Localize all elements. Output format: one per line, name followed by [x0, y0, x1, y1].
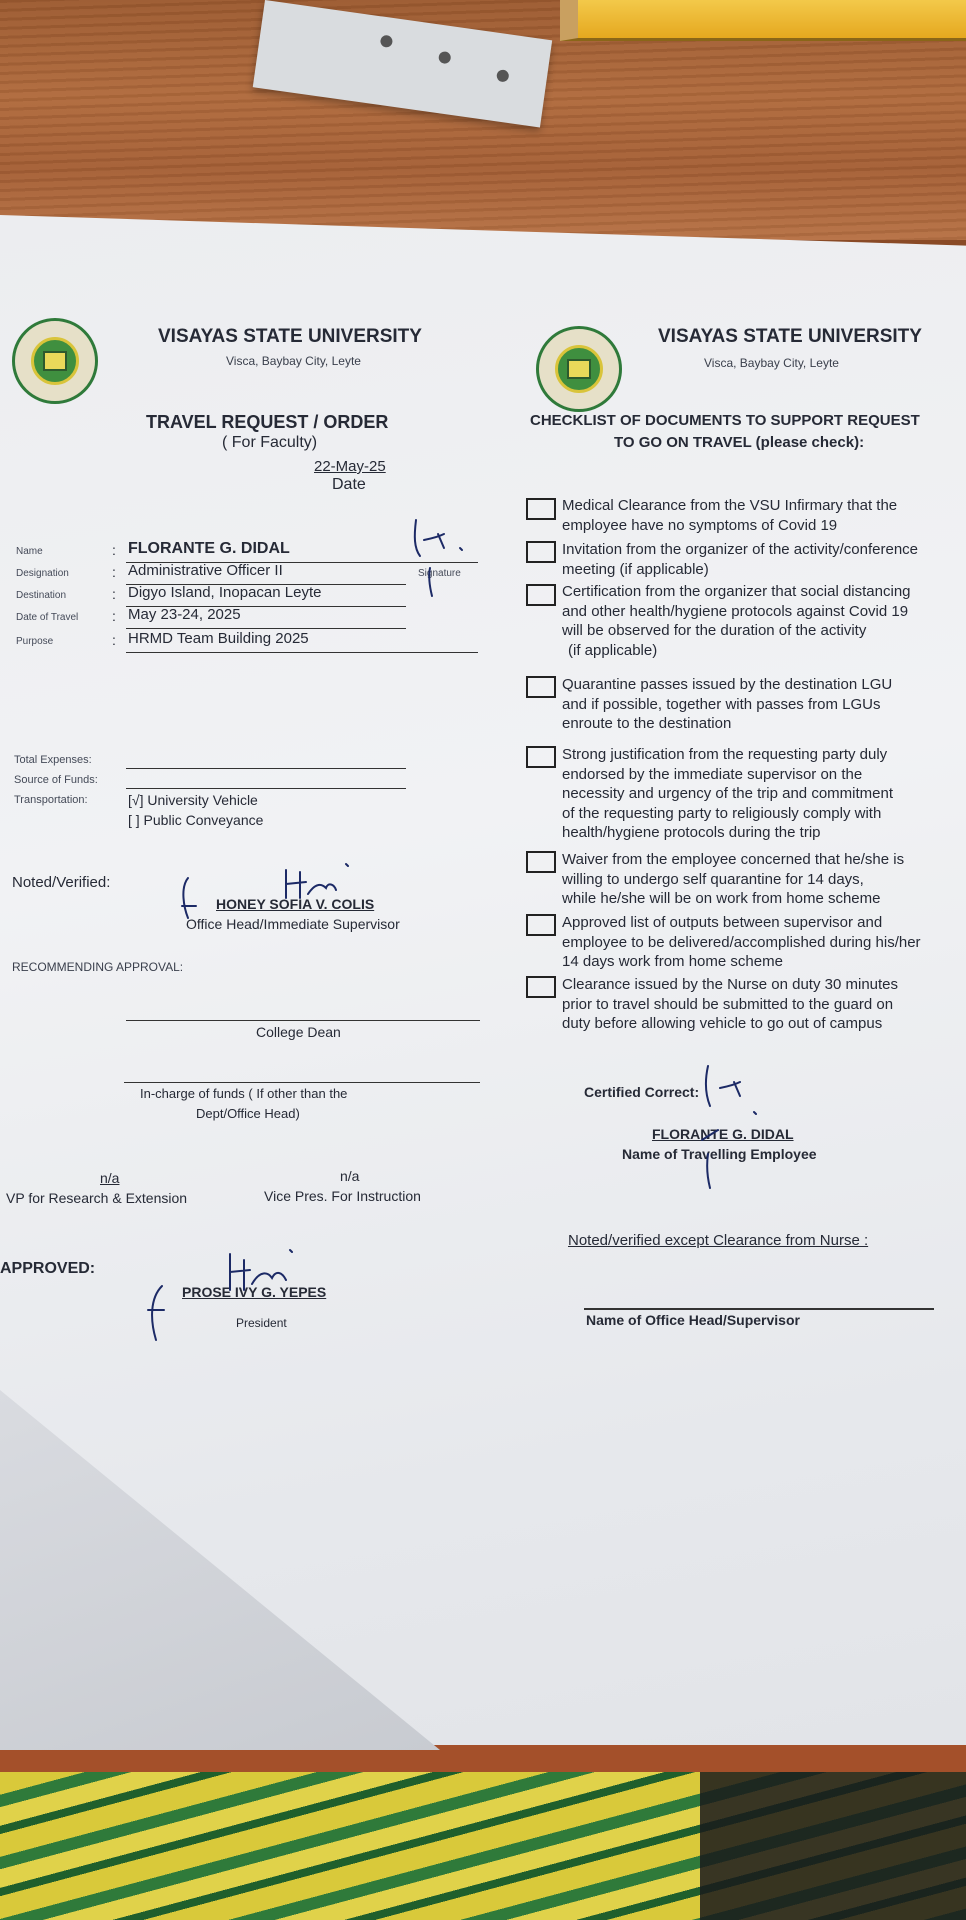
checklist-item-certification: Certification from the organizer that social distancing and other health/hygiene protocols against Covid 19 will be observed for the duration of the activity (if applicable) — [562, 583, 911, 659]
checklist-item-quarantine: Quarantine passes issued by the destination LGU and if possible, together with passes from LGUs enroute to the destination — [562, 676, 893, 733]
noted-verified-label: Noted/Verified: — [12, 874, 111, 891]
transportation-label: Transportation: — [14, 794, 88, 806]
name-label: Name — [16, 546, 43, 557]
request-date: 22-May-25 — [314, 458, 386, 475]
dark-cloth — [700, 1772, 966, 1920]
college-dean-line — [126, 1020, 480, 1021]
supervisor-signature — [176, 858, 356, 938]
employee-name: FLORANTE G. DIDAL — [652, 1126, 794, 1142]
date-of-travel-line — [126, 628, 406, 629]
checklist-item-outputs: Approved list of outputs between supervisor and employee to be delivered/accomplished during his/her 14 days work from home scheme — [562, 914, 921, 971]
checkbox-nurse-clearance[interactable] — [526, 976, 556, 998]
university-seal-left — [12, 318, 98, 404]
university-address-left: Visca, Baybay City, Leyte — [226, 354, 361, 368]
total-expenses-line — [126, 768, 406, 769]
purpose-label: Purpose — [16, 636, 54, 647]
supervisor-name: HONEY SOFIA V. COLIS — [216, 896, 375, 912]
university-name-left: VISAYAS STATE UNIVERSITY — [158, 326, 422, 347]
checklist-item-waiver: Waiver from the employee concerned that he/she is willing to undergo self quarantine for 14 days, while he/she will be on work from home scheme — [562, 851, 905, 908]
purpose-line — [126, 652, 478, 653]
college-dean-label: College Dean — [256, 1024, 341, 1040]
signature-label: Signature — [418, 568, 461, 579]
president-name: PROSE IVY G. YEPES — [182, 1284, 327, 1300]
vp-research-value: n/a — [100, 1170, 120, 1186]
checklist-item-invitation: Invitation from the organizer of the activity/conference meeting (if applicable) — [562, 541, 919, 578]
transport-university-vehicle: [√] University Vehicle — [128, 792, 258, 808]
checkbox-medical-clearance[interactable] — [526, 498, 556, 520]
vp-instruction-value: n/a — [340, 1168, 360, 1184]
designation-label: Designation — [16, 568, 69, 579]
checklist-title-2: TO GO ON TRAVEL (please check): — [614, 434, 865, 451]
checkbox-quarantine-passes[interactable] — [526, 676, 556, 698]
university-address-right: Visca, Baybay City, Leyte — [704, 356, 839, 370]
designation-value: Administrative Officer II — [128, 562, 283, 579]
source-of-funds-line — [126, 788, 406, 789]
president-signature — [140, 1240, 310, 1350]
checklist-item-justification: Strong justification from the requesting party duly endorsed by the immediate supervisor on the necessity and urgency of the trip and commitment of the requesting party to religiously comply with health/hygiene protocols during the trip — [562, 746, 893, 842]
employee-title: Name of Travelling Employee — [622, 1146, 817, 1162]
office-head-line — [584, 1308, 934, 1310]
checklist-title-1: CHECKLIST OF DOCUMENTS TO SUPPORT REQUEST — [530, 412, 920, 429]
date-label: Date — [332, 476, 366, 493]
destination-label: Destination — [16, 590, 67, 601]
transport-public-conveyance: [ ] Public Conveyance — [128, 812, 264, 828]
university-name-right: VISAYAS STATE UNIVERSITY — [658, 326, 922, 347]
destination-value: Digyo Island, Inopacan Leyte — [128, 584, 322, 601]
name-value: FLORANTE G. DIDAL — [128, 540, 290, 557]
total-expenses-label: Total Expenses: — [14, 754, 92, 766]
vp-research-label: VP for Research & Extension — [6, 1190, 188, 1206]
approved-label: APPROVED: — [0, 1260, 96, 1277]
incharge-label-1: In-charge of funds ( If other than the — [140, 1086, 348, 1101]
checklist-item-nurse: Clearance issued by the Nurse on duty 30 minutes prior to travel should be submitted to the guard on duty before allowing vehicle to go out of campus — [562, 976, 899, 1033]
university-seal-right — [536, 326, 622, 412]
source-of-funds-label: Source of Funds: — [14, 774, 98, 786]
form-subtitle: ( For Faculty) — [222, 434, 318, 451]
pencil — [560, 0, 966, 41]
checkbox-strong-justification[interactable] — [526, 746, 556, 768]
checkbox-certification[interactable] — [526, 584, 556, 606]
noted-except-label: Noted/verified except Clearance from Nurse : — [568, 1232, 869, 1249]
office-head-label: Name of Office Head/Supervisor — [586, 1312, 800, 1328]
incharge-label-2: Dept/Office Head) — [196, 1106, 300, 1121]
date-of-travel-label: Date of Travel — [16, 612, 79, 623]
employee-signature — [684, 1060, 774, 1190]
checkbox-approved-outputs[interactable] — [526, 914, 556, 936]
applicant-signature — [400, 508, 470, 598]
form-title: TRAVEL REQUEST / ORDER — [146, 412, 389, 432]
date-of-travel-value: May 23-24, 2025 — [128, 606, 241, 623]
certified-correct-label: Certified Correct: — [584, 1084, 700, 1100]
president-title: President — [236, 1316, 287, 1330]
supervisor-title: Office Head/Immediate Supervisor — [186, 916, 400, 932]
checkbox-waiver[interactable] — [526, 851, 556, 873]
vp-instruction-label: Vice Pres. For Instruction — [264, 1188, 421, 1204]
purpose-value: HRMD Team Building 2025 — [128, 630, 309, 647]
recommending-approval-label: RECOMMENDING APPROVAL: — [12, 960, 184, 974]
checkbox-invitation[interactable] — [526, 541, 556, 563]
checklist-item-medical: Medical Clearance from the VSU Infirmary that the employee have no symptoms of Covid 19 — [562, 497, 898, 534]
incharge-line — [124, 1082, 480, 1083]
